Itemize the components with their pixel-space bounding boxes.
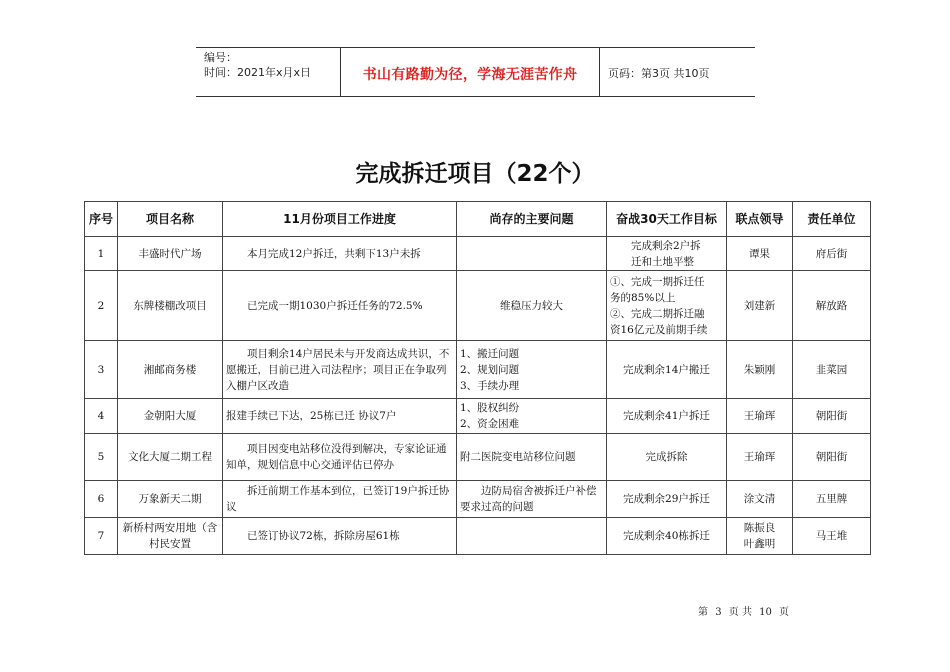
project-goal xyxy=(607,434,727,481)
project-name: 丰盛时代广场 xyxy=(118,237,223,271)
responsible-unit: 朝阳街 xyxy=(793,399,871,434)
col-header-issues: 尚存的主要问题 xyxy=(457,202,607,237)
project-goal-line: 迁和土地平整 xyxy=(631,255,694,268)
project-leader-line: 王瑜珲 xyxy=(743,451,776,463)
table-header-row xyxy=(85,202,871,237)
footer-total-prefix: 共 xyxy=(741,607,752,618)
project-issues-line: 3、手续办理 xyxy=(460,379,520,392)
page-title: 完成拆迁项目（22个） xyxy=(355,161,595,187)
page-footer xyxy=(698,603,789,618)
project-name: 新桥村两安用地（含村民安置 xyxy=(118,518,223,555)
table-row xyxy=(85,518,871,555)
project-name: 万象新天二期 xyxy=(118,481,223,518)
project-goal-line: 完成剩余2户拆 xyxy=(631,239,701,252)
project-name: 湘邮商务楼 xyxy=(118,341,223,399)
project-issues-line: 1、股权纠纷 xyxy=(460,402,520,414)
project-issues xyxy=(457,481,607,518)
header-motto-box xyxy=(340,47,600,96)
time-label: 时间：2021年x月x日 xyxy=(204,66,312,79)
col-header-no: 序号 xyxy=(85,202,118,237)
col-header-name: 项目名称 xyxy=(118,202,223,237)
table-row xyxy=(85,434,871,481)
project-issues-line: 1、搬迁问题 xyxy=(460,347,520,360)
project-goal xyxy=(607,271,727,341)
footer-page: 3 xyxy=(715,607,722,618)
table-row xyxy=(85,237,871,271)
project-progress: 拆迁前期工作基本到位，已签订19户拆迁协议 xyxy=(223,481,457,518)
project-leader-line: 朱颖刚 xyxy=(743,363,776,376)
project-name: 文化大厦二期工程 xyxy=(118,434,223,481)
project-leader xyxy=(727,434,793,481)
project-progress: 项目因变电站移位没得到解决，专家论证通知单，规划信息中心交通评估已停办 xyxy=(223,434,457,481)
project-issues xyxy=(457,518,607,555)
footer-page-unit: 页 xyxy=(728,607,739,618)
project-leader xyxy=(727,481,793,518)
project-table xyxy=(84,201,871,555)
row-number: 2 xyxy=(85,271,118,341)
table-row xyxy=(85,399,871,434)
project-progress: 已签订协议72栋，拆除房屋61栋 xyxy=(223,518,457,555)
project-leader-line: 王瑜珲 xyxy=(743,410,776,422)
project-progress: 已完成一期1030户拆迁任务的72.5% xyxy=(223,271,457,341)
project-leader-line: 叶鑫明 xyxy=(743,538,776,550)
footer-total: 10 xyxy=(759,607,772,618)
responsible-unit: 韭菜园 xyxy=(793,341,871,399)
footer-total-unit: 页 xyxy=(779,607,790,618)
footer-prefix: 第 xyxy=(698,607,708,618)
col-header-goal: 奋战30天工作目标 xyxy=(607,202,727,237)
project-issues-line: 维稳压力较大 xyxy=(500,299,563,312)
row-number: 7 xyxy=(85,518,118,555)
project-issues xyxy=(457,434,607,481)
project-goal xyxy=(607,518,727,555)
motto: 书山有路勤为径，学海无涯苦作舟 xyxy=(362,67,578,83)
project-leader xyxy=(727,518,793,555)
row-number: 1 xyxy=(85,237,118,271)
header-bottom-rule xyxy=(196,96,755,97)
table-row xyxy=(85,341,871,399)
project-leader-line: 涂文清 xyxy=(743,493,776,505)
project-name: 东牌楼棚改项目 xyxy=(118,271,223,341)
number-label: 编号： xyxy=(204,51,237,64)
project-goal xyxy=(607,341,727,399)
project-goal xyxy=(607,481,727,518)
row-number: 6 xyxy=(85,481,118,518)
project-goal-line: 完成剩余29户拆迁 xyxy=(623,493,710,505)
project-issues xyxy=(457,271,607,341)
project-progress: 报建手续已下达，25栋已迁 协议7户 xyxy=(223,399,457,434)
project-leader-line: 刘建新 xyxy=(743,299,776,312)
project-progress: 项目剩余14户居民未与开发商达成共识，不愿搬迁，目前已进入司法程序；项目正在争取列入棚户区改造 xyxy=(223,341,457,399)
project-goal-line: ②、完成二期拆迁融 xyxy=(610,307,705,320)
project-issues xyxy=(457,237,607,271)
project-progress: 本月完成12户拆迁，共剩下13户未拆 xyxy=(223,237,457,271)
project-goal-line: 完成剩余14户搬迁 xyxy=(623,363,710,376)
project-issues-line: 2、资金困难 xyxy=(460,418,520,430)
row-number: 5 xyxy=(85,434,118,481)
project-issues xyxy=(457,341,607,399)
project-goal-line: 务的85%以上 xyxy=(610,291,676,304)
project-goal-line: 完成拆除 xyxy=(645,451,688,463)
project-goal-line: ①、完成一期拆迁任 xyxy=(610,275,705,288)
responsible-unit: 解放路 xyxy=(793,271,871,341)
project-goal-line: 完成剩余40栋拆迁 xyxy=(623,530,710,542)
table-row xyxy=(85,271,871,341)
page-label: 页码：第3页 共10页 xyxy=(608,67,710,80)
project-issues-line: 2、规划问题 xyxy=(460,363,520,376)
header-meta xyxy=(204,50,340,80)
project-goal xyxy=(607,237,727,271)
col-header-unit: 责任单位 xyxy=(793,202,871,237)
project-issues-line: 附二医院变电站移位问题 xyxy=(460,451,576,463)
row-number: 4 xyxy=(85,399,118,434)
project-issues-line: 边防局宿舍被拆迁户补偿要求过高的问题 xyxy=(460,485,597,513)
project-goal-line: 完成剩余41户拆迁 xyxy=(623,410,710,422)
project-leader-line: 陈振良 xyxy=(743,522,776,534)
col-header-progress: 11月份项目工作进度 xyxy=(223,202,457,237)
project-issues xyxy=(457,399,607,434)
project-goal-line: 资16亿元及前期手续 xyxy=(610,323,708,336)
project-leader-line: 谭果 xyxy=(749,247,770,260)
responsible-unit: 马王堆 xyxy=(793,518,871,555)
project-leader xyxy=(727,237,793,271)
table-row xyxy=(85,481,871,518)
row-number: 3 xyxy=(85,341,118,399)
responsible-unit: 府后街 xyxy=(793,237,871,271)
responsible-unit: 朝阳街 xyxy=(793,434,871,481)
project-name: 金朝阳大厦 xyxy=(118,399,223,434)
project-goal xyxy=(607,399,727,434)
project-leader xyxy=(727,341,793,399)
col-header-leader: 联点领导 xyxy=(727,202,793,237)
project-leader xyxy=(727,271,793,341)
project-leader xyxy=(727,399,793,434)
responsible-unit: 五里牌 xyxy=(793,481,871,518)
